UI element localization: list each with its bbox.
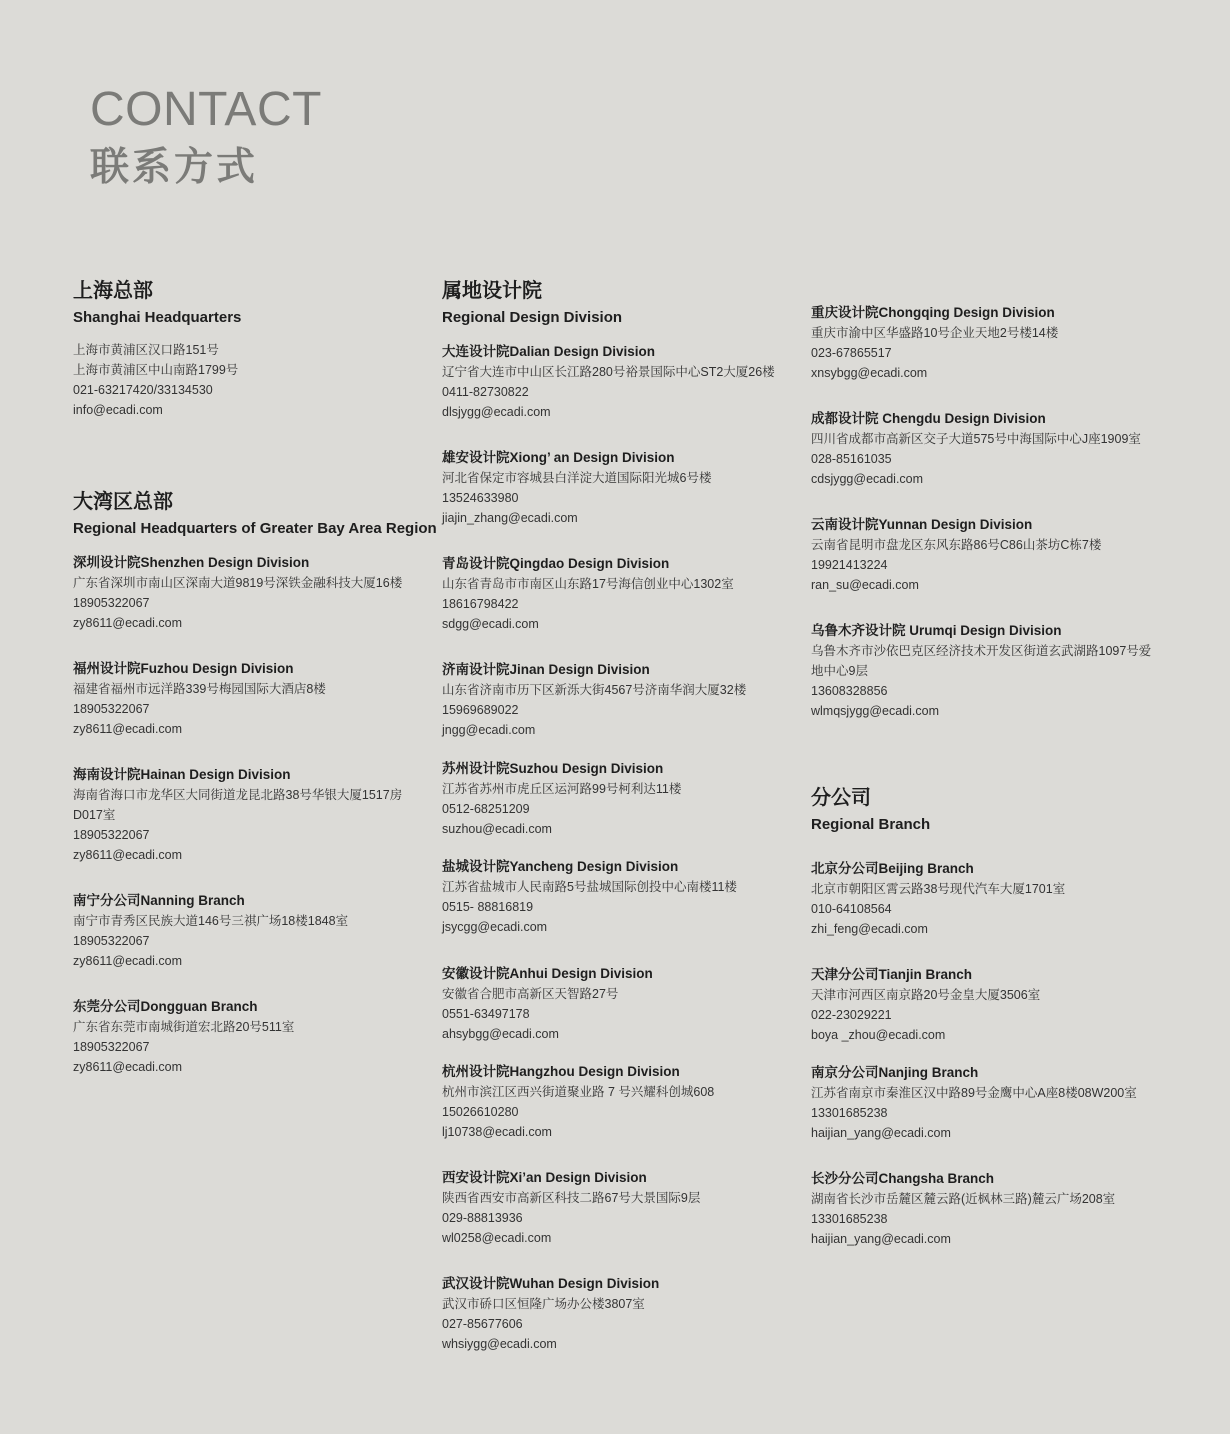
office-address: 山东省青岛市市南区山东路17号海信创业中心1302室	[442, 577, 734, 591]
office-address: 河北省保定市容城县白洋淀大道国际阳光城6号楼	[442, 471, 712, 485]
office-entry	[73, 891, 433, 971]
address-line: 上海市黄浦区汉口路151号	[73, 343, 219, 357]
office-phone: 028-85161035	[811, 452, 892, 466]
office-name: 深圳设计院Shenzhen Design Division	[73, 555, 310, 570]
office-name: 天津分公司Tianjin Branch	[811, 967, 973, 982]
office-name: 成都设计院 Chengdu Design Division	[811, 411, 1046, 426]
page-title-cn: 联系方式	[90, 146, 259, 189]
office-email[interactable]: zy8611@ecadi.com	[73, 1060, 183, 1074]
office-email[interactable]: haijian_yang@ecadi.com	[811, 1126, 951, 1140]
office-name: 北京分公司Beijing Branch	[811, 861, 974, 876]
office-entry	[442, 448, 802, 528]
office-entry	[442, 342, 802, 422]
office-email[interactable]: xnsybgg@ecadi.com	[811, 366, 928, 380]
office-email[interactable]: ran_su@ecadi.com	[811, 578, 919, 592]
office-phone: 19921413224	[811, 558, 888, 572]
bayarea-title-cn: 大湾区总部	[73, 491, 173, 513]
office-phone: 18905322067	[73, 934, 150, 948]
office-address: 南宁市青秀区民族大道146号三祺广场18楼1848室	[73, 914, 349, 928]
office-phone: 010-64108564	[811, 902, 892, 916]
office-entry	[442, 554, 802, 634]
bayarea-title-en: Regional Headquarters of Greater Bay Area Region	[73, 520, 437, 537]
office-phone: 13608328856	[811, 684, 888, 698]
office-email[interactable]: jngg@ecadi.com	[442, 723, 536, 737]
office-entry	[442, 1062, 802, 1142]
office-email[interactable]: zy8611@ecadi.com	[73, 722, 183, 736]
office-entry	[811, 515, 1191, 595]
office-phone: 0515- 88816819	[442, 900, 534, 914]
office-phone: 18905322067	[73, 702, 150, 716]
office-address: 安徽省合肥市高新区天智路27号	[442, 987, 619, 1001]
office-address: 杭州市滨江区西兴街道聚业路 7 号兴耀科创城608	[442, 1085, 715, 1099]
office-name: 南京分公司Nanjing Branch	[811, 1065, 979, 1080]
office-address: 四川省成都市高新区交子大道575号中海国际中心J座1909室	[811, 432, 1141, 446]
office-phone: 13301685238	[811, 1106, 888, 1120]
office-entry	[442, 964, 802, 1044]
shanghai-title-en: Shanghai Headquarters	[73, 309, 242, 326]
office-phone: 0512-68251209	[442, 802, 530, 816]
office-address: 海南省海口市龙华区大同街道龙昆北路38号华银大厦1517房D017室	[73, 788, 403, 822]
office-entry	[73, 997, 433, 1077]
office-name: 乌鲁木齐设计院 Urumqi Design Division	[811, 623, 1062, 638]
office-address: 山东省济南市历下区新泺大街4567号济南华润大厦32楼	[442, 683, 747, 697]
office-address: 广东省深圳市南山区深南大道9819号深铁金融科技大厦16楼	[73, 576, 403, 590]
office-entry	[811, 409, 1191, 489]
office-phone: 0411-82730822	[442, 385, 529, 399]
shanghai-details	[73, 340, 241, 420]
office-email[interactable]: haijian_yang@ecadi.com	[811, 1232, 951, 1246]
office-entry	[73, 659, 433, 739]
office-entry	[73, 553, 433, 633]
office-entry	[811, 1169, 1191, 1249]
regional-title-en: Regional Design Division	[442, 309, 623, 326]
office-email[interactable]: dlsjygg@ecadi.com	[442, 405, 551, 419]
office-email[interactable]: whsiygg@ecadi.com	[442, 1337, 557, 1351]
office-entry	[811, 303, 1191, 383]
office-address: 福建省福州市远洋路339号梅园国际大酒店8楼	[73, 682, 326, 696]
office-phone: 18905322067	[73, 596, 150, 610]
office-phone: 18905322067	[73, 828, 150, 842]
office-address: 重庆市渝中区华盛路10号企业天地2号楼14楼	[811, 326, 1059, 340]
office-phone: 029-88813936	[442, 1211, 523, 1225]
office-name: 盐城设计院Yancheng Design Division	[442, 859, 679, 874]
branch-title-en: Regional Branch	[811, 816, 931, 833]
office-entry	[811, 859, 1191, 939]
page-title-en: CONTACT	[90, 83, 322, 136]
office-email[interactable]: lj10738@ecadi.com	[442, 1125, 552, 1139]
office-entry	[811, 621, 1156, 721]
office-name: 长沙分公司Changsha Branch	[811, 1171, 995, 1186]
office-address: 湖南省长沙市岳麓区麓云路(近枫林三路)麓云广场208室	[811, 1192, 1116, 1206]
office-name: 武汉设计院Wuhan Design Division	[442, 1276, 660, 1291]
office-address: 武汉市硚口区恒隆广场办公楼3807室	[442, 1297, 645, 1311]
office-phone: 15969689022	[442, 703, 519, 717]
office-entry	[442, 759, 802, 839]
office-entry	[442, 1274, 802, 1354]
office-address: 北京市朝阳区霄云路38号现代汽车大厦1701室	[811, 882, 1066, 896]
office-name: 西安设计院Xi’an Design Division	[442, 1170, 647, 1185]
office-phone: 15026610280	[442, 1105, 519, 1119]
office-email[interactable]: jsycgg@ecadi.com	[442, 920, 548, 934]
office-phone: 13524633980	[442, 491, 519, 505]
office-address: 云南省昆明市盘龙区东风东路86号C86山茶坊C栋7楼	[811, 538, 1102, 552]
office-entry	[442, 660, 802, 740]
office-email[interactable]: zy8611@ecadi.com	[73, 616, 183, 630]
office-name: 安徽设计院Anhui Design Division	[442, 966, 653, 981]
office-email[interactable]: cdsjygg@ecadi.com	[811, 472, 924, 486]
office-address: 天津市河西区南京路20号金皇大厦3506室	[811, 988, 1041, 1002]
office-name: 青岛设计院Qingdao Design Division	[442, 556, 670, 571]
office-email[interactable]: suzhou@ecadi.com	[442, 822, 552, 836]
office-address: 江苏省南京市秦淮区汉中路89号金鹰中心A座8楼08W200室	[811, 1086, 1137, 1100]
office-entry	[442, 857, 802, 937]
office-address: 广东省东莞市南城街道宏北路20号511室	[73, 1020, 295, 1034]
office-name: 雄安设计院Xiong’ an Design Division	[442, 450, 675, 465]
office-email[interactable]: wlmqsjygg@ecadi.com	[811, 704, 940, 718]
office-name: 福州设计院Fuzhou Design Division	[73, 661, 294, 676]
phone-line: 021-63217420/33134530	[73, 383, 213, 397]
office-phone: 18905322067	[73, 1040, 150, 1054]
office-email[interactable]: sdgg@ecadi.com	[442, 617, 539, 631]
office-phone: 022-23029221	[811, 1008, 892, 1022]
address-line: 上海市黄浦区中山南路1799号	[73, 363, 239, 377]
office-email[interactable]: ahsybgg@ecadi.com	[442, 1027, 559, 1041]
office-email[interactable]: zhi_feng@ecadi.com	[811, 922, 928, 936]
office-name: 大连设计院Dalian Design Division	[442, 344, 656, 359]
branch-title-cn: 分公司	[811, 787, 871, 809]
office-phone: 13301685238	[811, 1212, 888, 1226]
office-email[interactable]: boya _zhou@ecadi.com	[811, 1028, 946, 1042]
shanghai-title-cn: 上海总部	[73, 280, 153, 302]
office-phone: 0551-63497178	[442, 1007, 530, 1021]
office-name: 重庆设计院Chongqing Design Division	[811, 305, 1055, 320]
email-link[interactable]: info@ecadi.com	[73, 403, 163, 417]
office-entry	[811, 1063, 1191, 1143]
office-email[interactable]: wl0258@ecadi.com	[442, 1231, 552, 1245]
office-phone: 18616798422	[442, 597, 519, 611]
office-name: 海南设计院Hainan Design Division	[73, 767, 291, 782]
office-name: 云南设计院Yunnan Design Division	[811, 517, 1033, 532]
office-email[interactable]: zy8611@ecadi.com	[73, 848, 183, 862]
office-name: 东莞分公司Dongguan Branch	[73, 999, 258, 1014]
office-name: 杭州设计院Hangzhou Design Division	[442, 1064, 680, 1079]
office-entry	[811, 965, 1191, 1045]
office-address: 江苏省苏州市虎丘区运河路99号柯利达11楼	[442, 782, 682, 796]
office-phone: 027-85677606	[442, 1317, 523, 1331]
office-address: 陕西省西安市高新区科技二路67号大景国际9层	[442, 1191, 701, 1205]
office-phone: 023-67865517	[811, 346, 892, 360]
office-address: 乌鲁木齐市沙依巴克区经济技术开发区街道玄武湖路1097号爱地中心9层	[811, 644, 1152, 678]
office-address: 江苏省盐城市人民南路5号盐城国际创投中心南楼11楼	[442, 880, 737, 894]
office-name: 南宁分公司Nanning Branch	[73, 893, 245, 908]
office-address: 辽宁省大连市中山区长江路280号裕景国际中心ST2大厦26楼	[442, 365, 775, 379]
office-name: 济南设计院Jinan Design Division	[442, 662, 650, 677]
office-entry	[442, 1168, 802, 1248]
office-entry	[73, 765, 403, 865]
office-email[interactable]: zy8611@ecadi.com	[73, 954, 183, 968]
office-name: 苏州设计院Suzhou Design Division	[442, 761, 664, 776]
office-email[interactable]: jiajin_zhang@ecadi.com	[442, 511, 578, 525]
regional-title-cn: 属地设计院	[442, 280, 542, 302]
